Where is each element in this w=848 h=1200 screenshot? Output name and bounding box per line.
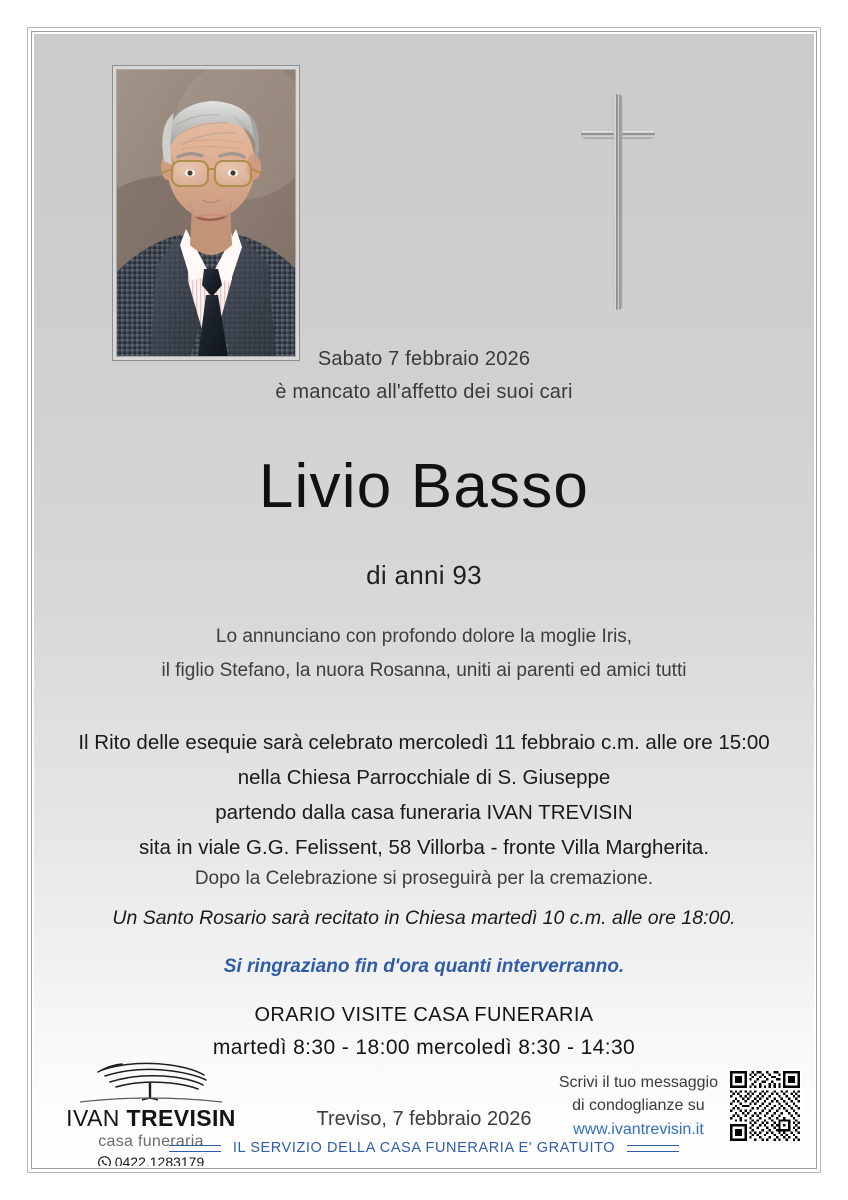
deceased-age: di anni 93: [366, 560, 482, 590]
portrait-frame: [112, 65, 300, 361]
brand-tagline: casa funeraria: [98, 1133, 204, 1150]
passing-line: è mancato all'affetto dei suoi cari: [275, 381, 573, 404]
funeral-rite-details: [34, 729, 814, 861]
rite-line-4: sita in viale G.G. Felissent, 58 Villorba - fronte Villa Margherita.: [138, 836, 710, 860]
death-date-line: Sabato 7 febbraio 2026: [317, 348, 531, 370]
brand-name: [58, 1105, 244, 1132]
visiting-hours-title: ORARIO VISITE CASA FUNERARIA: [254, 1004, 594, 1026]
visiting-hours: [34, 1002, 814, 1062]
rosary-note: Un Santo Rosario sarà recitato in Chiesa martedì 10 c.m. alle ore 18:00.: [112, 907, 736, 929]
cross-icon: [550, 86, 686, 316]
condolence-qr-block[interactable]: [559, 1069, 802, 1143]
visiting-hours-detail: martedì 8:30 - 18:00 mercoledì 8:30 - 14:30: [212, 1036, 636, 1060]
poster-card: [34, 34, 814, 1166]
rite-line-3: partendo dalla casa funeraria IVAN TREVISIN: [215, 801, 633, 825]
phone-number: 0422.1283179: [114, 1154, 205, 1166]
family-line-2: il figlio Stefano, la nuora Rosanna, uniti ai parenti ed amici tutti: [161, 660, 687, 682]
portrait-photo: [116, 69, 296, 357]
cremation-note: Dopo la Celebrazione si proseguirà per la cremazione.: [194, 868, 654, 889]
tree-icon: [58, 1056, 244, 1104]
banner-rule-left: [169, 1145, 221, 1152]
family-announcement: [34, 624, 814, 683]
condolence-text: [559, 1071, 718, 1141]
rite-line-1: Il Rito delle esequie sarà celebrato mercoledì 11 febbraio c.m. alle ore 15:00: [78, 731, 770, 754]
condolence-line-1: Scrivi il tuo messaggio: [558, 1074, 718, 1092]
thanks-note: Si ringraziano fin d'ora quanti interverranno.: [223, 956, 625, 977]
qr-code[interactable]: [728, 1069, 802, 1143]
banner-rule-right: [627, 1145, 679, 1152]
brand-first: IVAN: [66, 1105, 127, 1131]
banner-text: IL SERVIZIO DELLA CASA FUNERARIA E' GRATUITO: [232, 1140, 616, 1156]
condolence-line-2: di condoglianze su: [572, 1097, 705, 1115]
brand-second: TREVISIN: [126, 1105, 236, 1131]
place-and-date: Treviso, 7 febbraio 2026: [316, 1108, 532, 1130]
free-service-banner: [34, 1140, 814, 1156]
rite-line-2: nella Chiesa Parrocchiale di S. Giuseppe: [237, 766, 611, 790]
death-announcement-lead: [34, 346, 814, 406]
deceased-name: Livio Basso: [258, 452, 590, 521]
website-url[interactable]: www.ivantrevisin.it: [573, 1120, 704, 1138]
phone-icon: [98, 1156, 111, 1167]
family-line-1: Lo annunciano con profondo dolore la moglie Iris,: [215, 626, 633, 647]
